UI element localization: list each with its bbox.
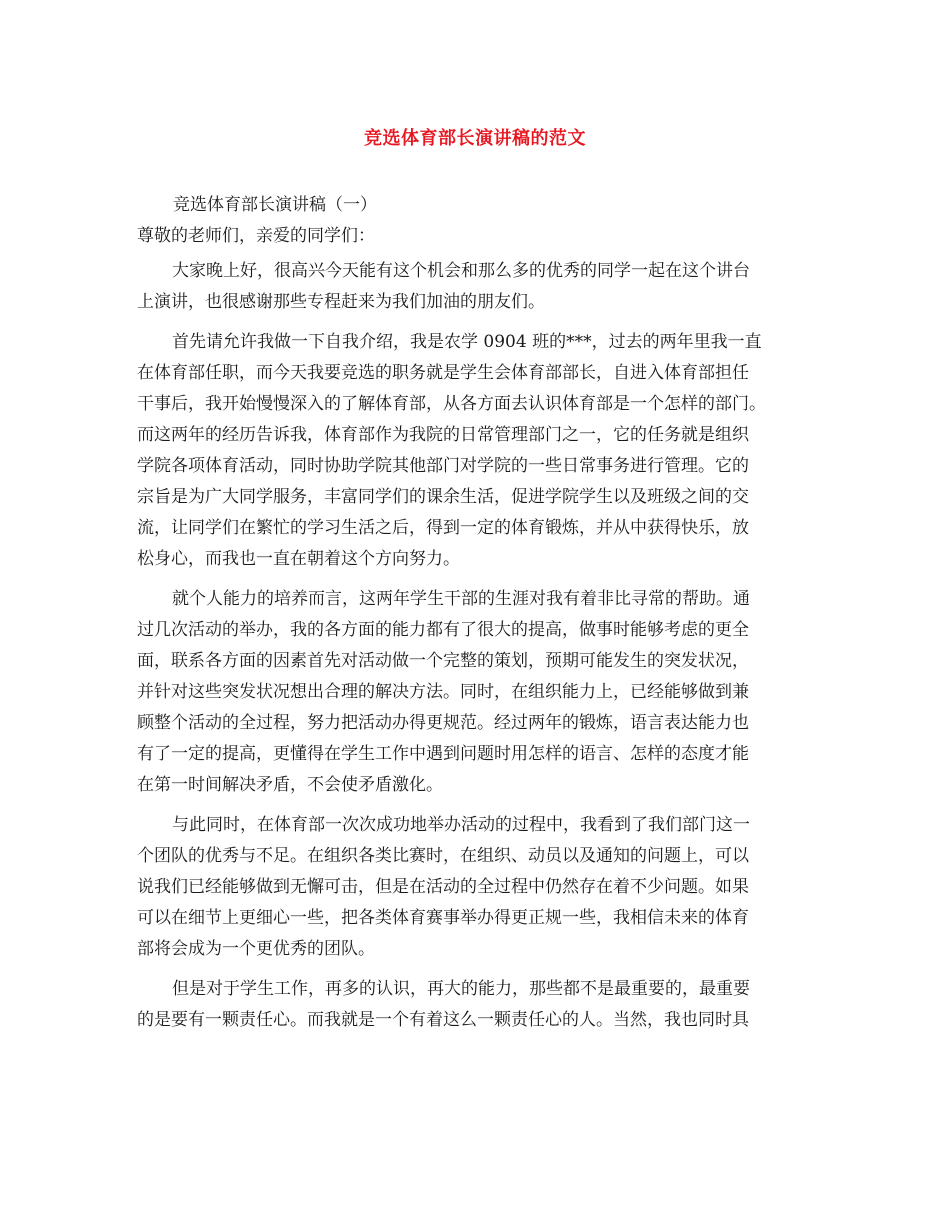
paragraph-line: 但是对于学生工作，再多的认识，再大的能力，那些都不是最重要的，最重要 [172,979,750,999]
paragraph-line: 面，联系各方面的因素首先对活动做一个完整的策划，预期可能发生的突发状况， [137,651,749,671]
paragraph [137,584,817,801]
paragraph-line: 顾整个活动的全过程，努力把活动办得更规范。经过两年的锻炼，语言表达能力也 [137,713,749,733]
paragraph-line: 松身心，而我也一直在朝着这个方向努力。 [137,549,460,569]
paragraph-line: 宗旨是为广大同学服务，丰富同学们的课余生活，促进学院学生以及班级之间的交 [137,487,749,507]
paragraph-line: 上演讲，也很感谢那些专程赶来为我们加油的朋友们。 [137,292,545,312]
paragraph-line: 说我们已经能够做到无懈可击，但是在活动的全过程中仍然存在着不少问题。如果 [137,877,749,897]
paragraph-line: 而这两年的经历告诉我，体育部作为我院的日常管理部门之一，它的任务就是组织 [137,425,749,445]
paragraph-line: 流，让同学们在繁忙的学习生活之后，得到一定的体育锻炼，并从中获得快乐，放 [137,518,749,538]
paragraph-line: 过几次活动的举办，我的各方面的能力都有了很大的提高，做事时能够考虑的更全 [137,620,749,640]
paragraph-line: 可以在细节上更细心一些，把各类体育赛事举办得更正规一些，我相信未来的体育 [137,908,749,928]
paragraph-line: 就个人能力的培养而言，这两年学生干部的生涯对我有着非比寻常的帮助。通 [172,589,750,609]
paragraph-line: 在体育部任职，而今天我要竞选的职务就是学生会体育部部长，自进入体育部担任 [137,363,749,383]
paragraph [137,974,817,1036]
greeting-line: 尊敬的老师们，亲爱的同学们： [137,226,375,246]
document-body [137,190,817,1036]
paragraph-line: 的是要有一颗责任心。而我就是一个有着这么一颗责任心的人。当然，我也同时具 [137,1010,749,1030]
section-subtitle: 竞选体育部长演讲稿（一） [173,195,377,215]
paragraph-line: 个团队的优秀与不足。在组织各类比赛时，在组织、动员以及通知的问题上，可以 [137,846,749,866]
paragraph-line: 大家晚上好，很高兴今天能有这个机会和那么多的优秀的同学一起在这个讲台 [172,261,750,281]
paragraph-line: 在第一时间解决矛盾，不会使矛盾激化。 [137,775,443,795]
paragraph [137,327,817,575]
document-title: 竞选体育部长演讲稿的范文 [364,128,586,149]
paragraph [137,810,817,965]
paragraph-line: 并针对这些突发状况想出合理的解决方法。同时，在组织能力上，已经能够做到兼 [137,682,749,702]
paragraph-line: 与此同时，在体育部一次次成功地举办活动的过程中，我看到了我们部门这一 [172,815,750,835]
paragraph [137,256,817,318]
paragraph-line: 部将会成为一个更优秀的团队。 [137,939,375,959]
paragraph-line: 首先请允许我做一下自我介绍，我是农学 0904 班的***，过去的两年里我一直 [172,332,762,352]
paragraph-line: 干事后，我开始慢慢深入的了解体育部，从各方面去认识体育部是一个怎样的部门。 [137,394,766,414]
paragraph-line: 学院各项体育活动，同时协助学院其他部门对学院的一些日常事务进行管理。它的 [137,456,749,476]
paragraph-line: 有了一定的提高，更懂得在学生工作中遇到问题时用怎样的语言、怎样的态度才能 [137,744,749,764]
